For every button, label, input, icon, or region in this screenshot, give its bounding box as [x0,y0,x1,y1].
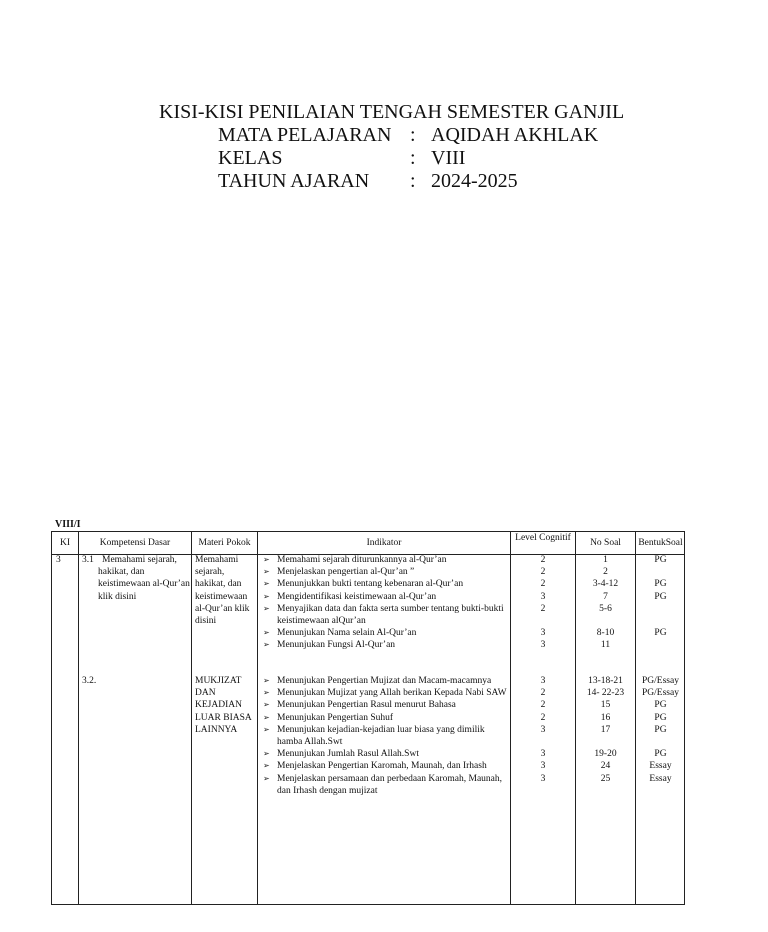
arrow-bullet-icon: ➢ [263,688,270,698]
bentuk-soal-value: PG [654,555,667,565]
ki-value: 3 [56,555,61,565]
no-soal-value: 19-20 [594,749,617,760]
list-item: ➢ Menunjukan Mujizat yang Allah berikan Kepada Nabi SAW [263,688,507,699]
level-column [511,675,575,785]
meta-value: VIII [431,147,466,169]
no-soal-value: 3-4-12 [592,579,619,590]
level-value: 3 [540,749,546,760]
level-value: 2 [540,579,546,590]
arrow-bullet-icon: ➢ [263,676,270,685]
bentuk-soal-value: PG [654,724,667,735]
no-soal-column [576,554,635,652]
level-value: 2 [540,700,546,711]
list-item: ➢ Menunjukan Jumlah Rasul Allah.Swt [263,749,419,760]
arrow-bullet-icon: ➢ [263,773,270,783]
kisi-kisi-table [51,531,685,905]
list-item: ➢ Menunjukan Pengertian Rasul menurut Bahasa [263,700,456,711]
arrow-bullet-icon: ➢ [263,761,270,771]
meta-value: 2024-2025 [431,170,518,192]
list-item: ➢ Menunjukan Fungsi Al-Qur’an [263,640,396,651]
meta-label: KELAS [218,147,283,169]
list-item: ➢ Menunjukan Pengertian Mujizat dan Macam-macamnya [263,676,492,686]
kd-number: 3.2. [82,676,97,686]
no-soal-value: 25 [600,773,611,784]
arrow-bullet-icon: ➢ [263,579,270,589]
no-soal-value: 24 [600,761,611,772]
bentuk-soal-value [636,639,685,651]
list-item: ➢ Menjelaskan pengertian al-Qur’an ” [263,567,415,578]
arrow-bullet-icon: ➢ [263,591,270,601]
bentuk-soal-value: PG/Essay [642,688,679,699]
arrow-bullet-icon: ➢ [263,628,270,638]
bentuk-soal-column [636,554,685,652]
arrow-bullet-icon: ➢ [263,567,270,577]
no-soal-value: 16 [600,712,611,723]
level-value: 3 [540,591,546,602]
bentuk-soal-value: PG [654,712,667,723]
bentuk-soal-value: PG [654,591,667,602]
document-title: KISI-KISI PENILAIAN TENGAH SEMESTER GANJIL [159,101,625,123]
bentuk-soal-value: PG/Essay [642,676,679,686]
column-header: KI [59,537,71,548]
no-soal-column [576,675,635,785]
no-soal-value: 5-6 [599,603,612,614]
no-soal-value: 1 [603,555,608,565]
meta-value: AQIDAH AKHLAK [431,124,599,146]
level-value: 2 [540,555,546,565]
arrow-bullet-icon: ➢ [263,712,270,722]
indicator-list [260,675,512,797]
no-soal-value: 14- 22-23 [586,688,625,699]
level-value: 3 [540,628,546,639]
bentuk-soal-column [636,675,685,785]
level-value: 3 [540,761,546,772]
no-soal-value: 7 [603,591,608,602]
arrow-bullet-icon: ➢ [263,749,270,759]
list-item: ➢ Menunjukan Pengertian Suhuf [263,712,394,723]
list-item: ➢ Menjelaskan persamaan dan perbedaan Karomah, Maunah, dan Irhash dengan mujizat [263,773,503,796]
no-soal-value: 8-10 [596,628,615,639]
arrow-bullet-icon: ➢ [263,555,270,564]
bentuk-soal-value [636,603,685,627]
level-value: 2 [540,688,546,699]
level-column [511,554,575,652]
level-value: 2 [540,567,546,578]
column-header: Kompetensi Dasar [99,537,171,548]
level-value: 3 [540,640,546,651]
list-item: ➢ Menjelaskan Pengertian Karomah, Maunah, dan Irhash [263,761,487,772]
bentuk-soal-value [636,566,685,578]
list-item: ➢ Memahami sejarah diturunkannya al-Qur’an [263,555,447,565]
no-soal-value: 15 [600,700,611,711]
column-header: Materi Pokok [198,537,251,548]
column-header: No Soal [590,537,621,548]
level-value: 3 [540,724,546,735]
column-header: Level Cognitif [515,533,571,543]
no-soal-value: 2 [603,567,608,578]
bentuk-soal-value: Essay [649,761,672,772]
level-value: 2 [540,712,546,723]
level-value: 2 [540,603,546,614]
bentuk-soal-value: PG [654,628,667,639]
level-value: 3 [540,773,546,784]
list-item: ➢ Menunjukkan bukti tentang kebenaran al-Qur’an [263,579,464,590]
no-soal-value: 17 [600,724,611,735]
indicator-list [260,554,512,652]
meta-colon: : [410,147,416,169]
arrow-bullet-icon: ➢ [263,640,270,650]
arrow-bullet-icon: ➢ [263,724,270,734]
column-header: Indikator [366,537,402,548]
no-soal-value: 11 [600,640,611,651]
column-divider [191,532,192,904]
kd-number: 3.1 [82,555,94,565]
list-item: ➢ Mengidentifikasi keistimewaan al-Qur’an [263,591,437,602]
materi-pokok: MUKJIZAT DAN KEJADIAN LUAR BIASA LAINNYA [195,676,252,735]
level-value: 3 [540,676,546,686]
kd-text: Memahami sejarah, hakikat, dan keistimewaan al-Qur’an klik disini [98,555,190,602]
arrow-bullet-icon: ➢ [263,603,270,613]
materi-pokok: Memahami sejarah, hakikat, dan keistimewaan al-Qur’an klik disini [195,555,250,627]
grade-label: VIII/I [55,519,81,530]
bentuk-soal-value: PG [654,579,667,590]
bentuk-soal-value: PG [654,749,667,760]
list-item: ➢ Menyajikan data dan fakta serta sumber tentang bukti-bukti keistimewaan alQur’an [263,603,504,627]
column-header: BentukSoal [638,537,683,548]
meta-colon: : [410,170,416,192]
column-divider [257,532,258,904]
bentuk-soal-value: PG [654,700,667,711]
column-divider [78,532,79,904]
no-soal-value: 13-18-21 [588,676,623,686]
meta-label: MATA PELAJARAN [218,124,392,146]
list-item: ➢ Menunjukan kejadian-kejadian luar biasa yang dimilik hamba Allah.Swt [263,724,485,748]
meta-colon: : [410,124,416,146]
arrow-bullet-icon: ➢ [263,700,270,710]
meta-label: TAHUN AJARAN [218,170,370,192]
list-item: ➢ Menunjukan Nama selain Al-Qur’an [263,628,417,639]
bentuk-soal-value: Essay [649,773,672,784]
